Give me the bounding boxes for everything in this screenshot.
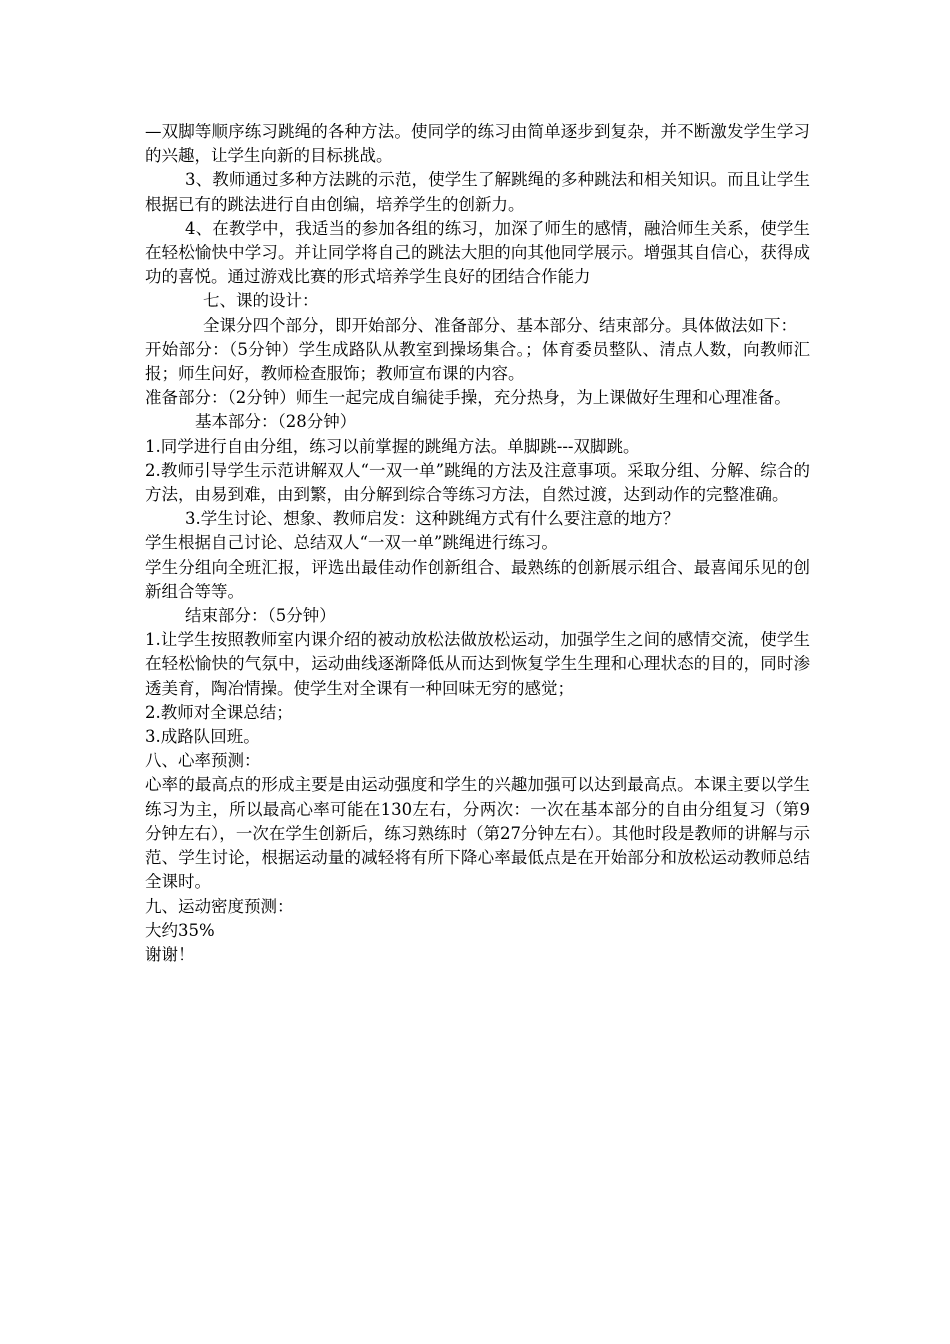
section-heading-lesson-design: 七、课的设计： [203,291,319,311]
paragraph-preparation-part: 准备部分：（2分钟）师生一起完成自编徒手操，充分热身，为上课做好生理和心理准备。 [145,388,791,408]
paragraph-opening-part: 开始部分：（5分钟）学生成路队从教室到操场集合。；体育委员整队、清点人数，向教师汇报；师生问好，教师检查服饰；教师宣布课的内容。 [145,339,810,384]
list-item-basic-3: 3.学生讨论、想象、教师启发：这种跳绳方式有什么要注意的地方？ [185,509,680,529]
paragraph-student-practice: 学生根据自己讨论、总结双人“一双一单”跳绳进行练习。 [145,533,558,553]
section-heading-heart-rate: 八、心率预测： [145,751,261,771]
heading-ending-part: 结束部分：（5分钟） [185,606,336,626]
list-item-basic-2: 2.教师引导学生示范讲解双人“一双一单”跳绳的方法及注意事项。采取分组、分解、综合的方法，由易到难，由到繁，由分解到综合等练习方法，自然过渡，达到动作的完整准确。 [145,460,810,505]
heading-basic-part: 基本部分：（28分钟） [195,412,357,432]
paragraph-point-3: 3、教师通过多种方法跳的示范，使学生了解跳绳的多种跳法和相关知识。而且让学生根据已有的跳法进行自由创编，培养学生的创新力。 [145,170,810,214]
paragraph-heart-rate: 心率的最高点的形成主要是由运动强度和学生的兴趣加强可以达到最高点。本课主要以学生练习为主，所以最高心率可能在130左右，分两次：一次在基本部分的自由分组复习（第9分钟左右），一次在学生创新后，练习熟练时（第27分钟左右）。其他时段是教师的讲解与示范、学生讨论，根据运动量的减轻将有所下降心率最低点是在开始部分和放松运动教师总结全课时。 [145,775,810,892]
paragraph-methods-sequence: —双脚等顺序练习跳绳的各种方法。使同学的练习由简单逐步到复杂，并不断激发学生学习的兴趣，让学生向新的目标挑战。 [145,122,810,166]
section-heading-exercise-density: 九、运动密度预测： [145,896,294,916]
list-item-ending-3: 3.成路队回班。 [145,727,260,747]
document-page [145,120,810,967]
paragraph-lesson-overview: 全课分四个部分，即开始部分、准备部分、基本部分、结束部分。具体做法如下： [203,315,797,335]
list-item-ending-1: 1.让学生按照教师室内课介绍的被动放松法做放松运动，加强学生之间的感情交流，使学生在轻松愉快的气氛中，运动曲线逐渐降低从而达到恢复学生生理和心理状态的目的，同时渗透美育，陶冶情操。使学生对全课有一种回味无穷的感觉； [145,630,810,698]
paragraph-point-4: 4、在教学中，我适当的参加各组的练习，加深了师生的感情，融洽师生关系，使学生在轻松愉快中学习。并让同学将自己的跳法大胆的向其他同学展示。增强其自信心，获得成功的喜悦。通过游戏比赛的形式培养学生良好的团结合作能力 [145,218,810,287]
list-item-basic-1: 1.同学进行自由分组，练习以前掌握的跳绳方法。单脚跳---双脚跳。 [145,436,640,456]
paragraph-group-report: 学生分组向全班汇报，评选出最佳动作创新组合、最熟练的创新展示组合、最喜闻乐见的创新组合等等。 [145,557,810,601]
paragraph-thanks: 谢谢！ [145,944,195,964]
paragraph-density-value: 大约35% [145,920,215,940]
list-item-ending-2: 2.教师对全课总结； [145,702,293,722]
